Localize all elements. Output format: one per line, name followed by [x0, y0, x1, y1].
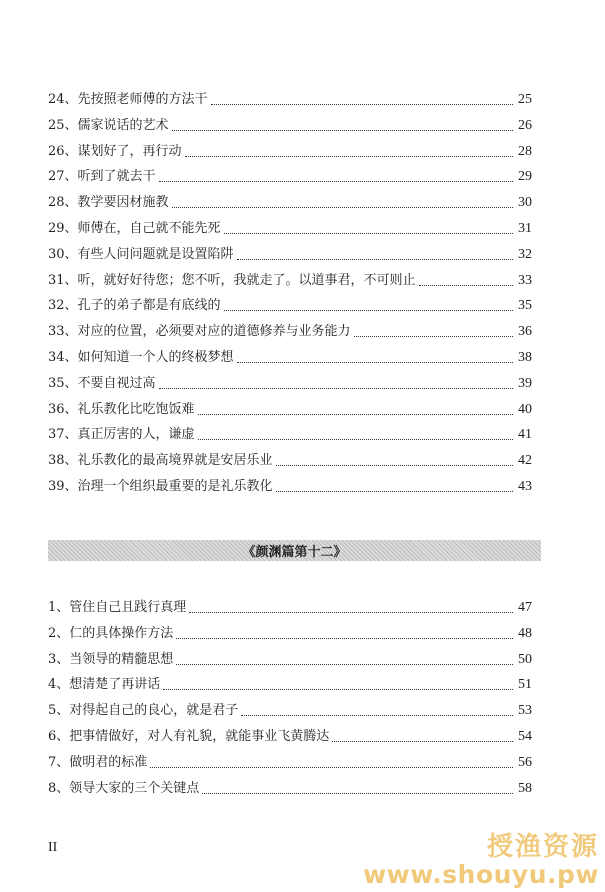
- toc-entry-page: 48: [518, 625, 532, 641]
- section-header-banner: [48, 540, 541, 561]
- toc-entry[interactable]: [48, 138, 532, 160]
- toc-entry-page: 43: [518, 479, 532, 494]
- toc-entry[interactable]: [48, 671, 532, 693]
- toc-entry[interactable]: [48, 421, 532, 443]
- toc-entry[interactable]: [48, 594, 532, 616]
- toc-leader-dots: [332, 740, 513, 742]
- toc-entry-title: 39、治理一个组织最重要的是礼乐教化: [48, 479, 273, 494]
- toc-leader-dots: [176, 637, 513, 639]
- watermark-logo: [363, 834, 599, 888]
- toc-leader-dots: [276, 490, 513, 492]
- toc-entry-title: 32、孔子的弟子都是有底线的: [48, 298, 221, 314]
- toc-entry[interactable]: [48, 697, 532, 719]
- toc-entry-page: 33: [518, 272, 532, 288]
- toc-entry[interactable]: [48, 749, 532, 771]
- toc-entry-title: 8、领导大家的三个关键点: [48, 780, 200, 796]
- toc-entry-page: 35: [518, 298, 532, 314]
- toc-entry-page: 50: [518, 651, 532, 667]
- toc-entry-page: 39: [518, 375, 532, 391]
- toc-entry-title: 4、想清楚了再讲话: [48, 677, 161, 693]
- toc-entry-title: 38、礼乐教化的最高境界就是安居乐业: [48, 453, 273, 469]
- toc-entry[interactable]: [48, 396, 532, 418]
- watermark-chinese: 授渔资源: [486, 832, 599, 863]
- toc-entry-page: 41: [518, 427, 532, 443]
- toc-entry-title: 1、管住自己且践行真理: [48, 600, 187, 615]
- toc-entry-title: 37、真正厉害的人，谦虚: [48, 427, 195, 443]
- toc-entry[interactable]: [48, 86, 532, 108]
- toc-leader-dots: [241, 714, 513, 716]
- toc-entry[interactable]: [48, 267, 532, 289]
- toc-leader-dots: [176, 663, 513, 665]
- toc-leader-dots: [159, 387, 513, 389]
- toc-entry-page: 47: [518, 600, 532, 615]
- toc-entry-page: 30: [518, 195, 532, 211]
- toc-entry-title: 27、听到了就去干: [48, 169, 156, 185]
- toc-entry-title: 24、先按照老师傅的方法干: [48, 92, 208, 107]
- toc-entry-title: 34、如何知道一个人的终极梦想: [48, 350, 234, 365]
- toc-leader-dots: [198, 438, 513, 440]
- toc-entry-title: 7、做明君的标准: [48, 754, 148, 770]
- toc-leader-dots: [202, 792, 513, 794]
- toc-leader-dots: [237, 258, 513, 260]
- toc-entry-title: 35、不要自视过高: [48, 375, 156, 391]
- toc-entry[interactable]: [48, 344, 532, 366]
- toc-entry-title: 29、师傅在，自己就不能先死: [48, 221, 221, 236]
- toc-entry-title: 33、对应的位置，必须要对应的道德修养与业务能力: [48, 324, 351, 340]
- toc-entry[interactable]: [48, 447, 532, 469]
- toc-entry[interactable]: [48, 370, 532, 392]
- toc-entry-page: 51: [518, 677, 532, 693]
- toc-entry[interactable]: [48, 215, 532, 237]
- toc-entry[interactable]: [48, 163, 532, 185]
- toc-entry-title: 26、谋划好了，再行动: [48, 143, 182, 159]
- toc-entry-page: 26: [518, 117, 532, 133]
- toc-leader-dots: [185, 155, 513, 157]
- toc-entry-title: 6、把事情做好，对人有礼貌，就能事业飞黄腾达: [48, 729, 330, 744]
- toc-entry[interactable]: [48, 318, 532, 340]
- toc-entry[interactable]: [48, 112, 532, 134]
- toc-leader-dots: [172, 129, 513, 131]
- toc-entry-title: 28、教学要因材施教: [48, 195, 169, 211]
- section-title: 《颜渊篇第十二》: [242, 545, 347, 560]
- toc-leader-dots: [237, 361, 513, 363]
- toc-entry[interactable]: [48, 620, 532, 642]
- toc-entry-page: 54: [518, 729, 532, 744]
- toc-entry-title: 3、当领导的精髓思想: [48, 651, 174, 667]
- toc-entry-title: 2、仁的具体操作方法: [48, 625, 174, 641]
- toc-entry[interactable]: [48, 241, 532, 263]
- toc-leader-dots: [354, 335, 513, 337]
- toc-leader-dots: [189, 611, 513, 613]
- toc-entry-title: 30、有些人问问题就是设置陷阱: [48, 246, 234, 262]
- toc-entry-page: 42: [518, 453, 532, 469]
- toc-entry-page: 56: [518, 754, 532, 770]
- toc-leader-dots: [224, 309, 513, 311]
- toc-entry[interactable]: [48, 775, 532, 797]
- toc-entry-page: 25: [518, 92, 532, 107]
- toc-entry-page: 40: [518, 401, 532, 417]
- toc-entry-title: 36、礼乐教化比吃饱饭难: [48, 401, 195, 417]
- toc-section-one: [48, 86, 532, 506]
- toc-entry-page: 32: [518, 246, 532, 262]
- toc-leader-dots: [211, 103, 513, 105]
- toc-entry-page: 29: [518, 169, 532, 185]
- toc-entry-page: 31: [518, 221, 532, 236]
- toc-section-two: [48, 594, 532, 814]
- toc-leader-dots: [224, 232, 513, 234]
- toc-leader-dots: [150, 766, 513, 768]
- toc-entry-title: 5、对得起自己的良心，就是君子: [48, 703, 239, 719]
- toc-leader-dots: [172, 206, 513, 208]
- toc-leader-dots: [198, 413, 513, 415]
- toc-entry-page: 38: [518, 350, 532, 365]
- toc-entry[interactable]: [48, 473, 532, 495]
- toc-entry-title: 31、听，就好好待您；您不听，我就走了。以道事君，不可则止: [48, 272, 416, 288]
- toc-entry[interactable]: [48, 292, 532, 314]
- toc-entry[interactable]: [48, 646, 532, 668]
- toc-entry-page: 58: [518, 780, 532, 796]
- page-number: II: [48, 840, 58, 855]
- toc-entry[interactable]: [48, 189, 532, 211]
- toc-leader-dots: [276, 464, 513, 466]
- toc-entry-page: 36: [518, 324, 532, 340]
- toc-entry-title: 25、儒家说话的艺术: [48, 117, 169, 133]
- toc-leader-dots: [419, 284, 513, 286]
- watermark-url: www.shouyu.pw: [363, 859, 599, 889]
- toc-leader-dots: [159, 180, 513, 182]
- toc-leader-dots: [163, 688, 513, 690]
- toc-entry-page: 28: [518, 143, 532, 159]
- toc-entry-page: 53: [518, 703, 532, 719]
- toc-entry[interactable]: [48, 723, 532, 745]
